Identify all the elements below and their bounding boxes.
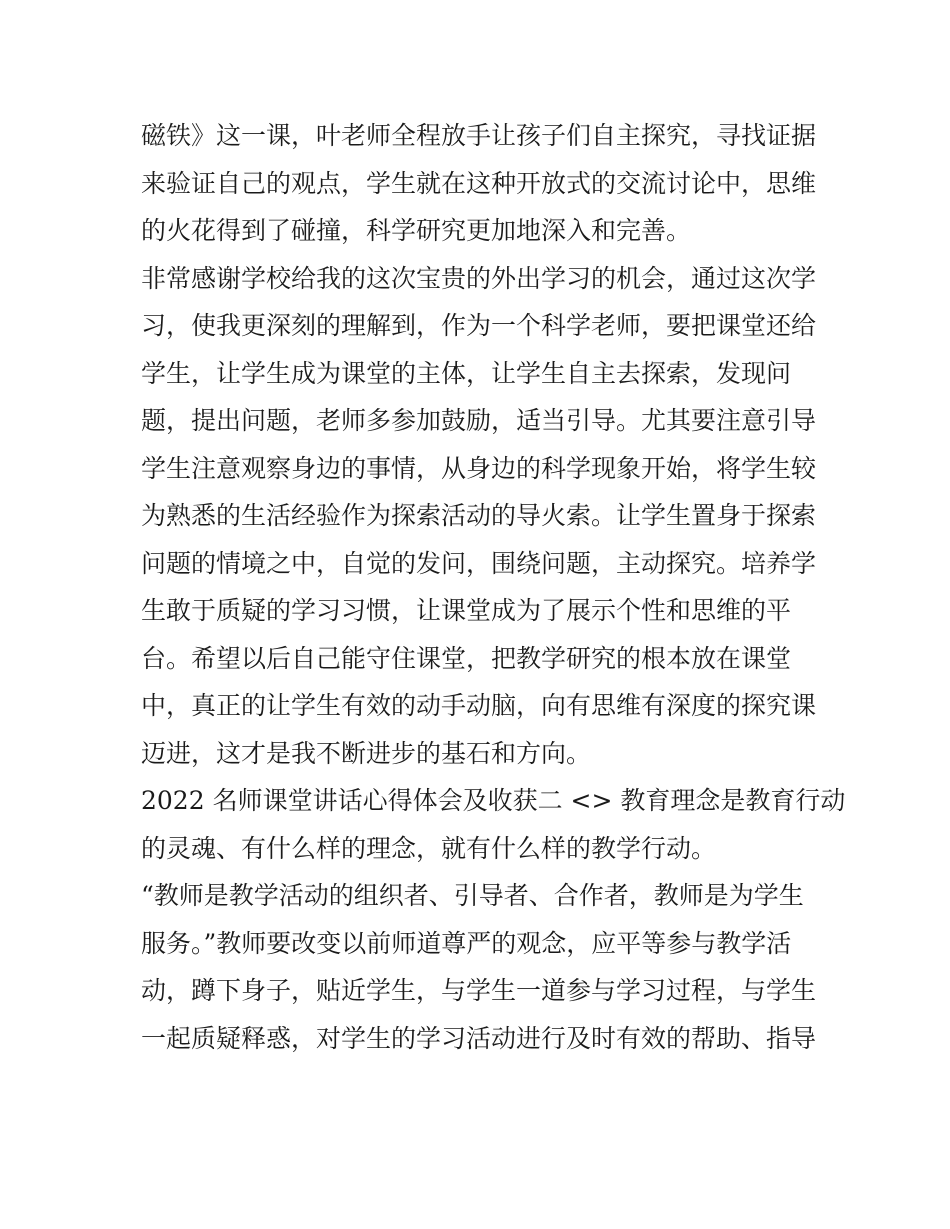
text-line-18: 服务。”教师要改变以前师道尊严的观念，应平等参与教学活 — [141, 928, 792, 958]
text-line-14: 迈进，这才是我不断进步的基石和方向。 — [141, 738, 592, 768]
text-line-4: 非常感谢学校给我的这次宝贵的外出学习的机会，通过这次学 — [141, 263, 817, 293]
text-line-11: 生敢于质疑的学习习惯，让课堂成为了展示个性和思维的平 — [141, 596, 792, 625]
text-line-15: 2022 名师课堂讲话心得体会及收获二 <> 教育理念是教育行动 — [141, 786, 846, 815]
text-line-5: 习，使我更深刻的理解到，作为一个科学老师，要把课堂还给 — [141, 311, 817, 340]
text-line-12: 台。希望以后自己能守住课堂，把教学研究的根本放在课堂 — [141, 643, 792, 673]
text-line-6: 学生，让学生成为课堂的主体，让学生自主去探索，发现问 — [141, 358, 792, 388]
text-line-1: 磁铁》这一课，叶老师全程放手让孩子们自主探究，寻找证据 — [141, 121, 817, 150]
text-line-17: “教师是教学活动的组织者、引导者、合作者，教师是为学生 — [141, 881, 804, 910]
text-line-16: 的灵魂、有什么样的理念，就有什么样的教学行动。 — [141, 833, 717, 863]
document-body — [141, 112, 846, 1062]
text-line-19: 动，蹲下身子，贴近学生，与学生一道参与学习过程，与学生 — [141, 976, 817, 1005]
text-line-9: 为熟悉的生活经验作为探索活动的导火索。让学生置身于探索 — [141, 501, 817, 530]
text-line-10: 问题的情境之中，自觉的发问，围绕问题，主动探究。培养学 — [141, 548, 817, 578]
text-line-7: 题，提出问题，老师多参加鼓励，适当引导。尤其要注意引导 — [141, 406, 817, 435]
text-line-8: 学生注意观察身边的事情，从身边的科学现象开始，将学生较 — [141, 453, 817, 483]
text-line-3: 的火花得到了碰撞，科学研究更加地深入和完善。 — [141, 216, 692, 245]
text-line-20: 一起质疑释惑，对学生的学习活动进行及时有效的帮助、指导 — [141, 1023, 817, 1053]
text-line-2: 来验证自己的观点，学生就在这种开放式的交流讨论中，思维 — [141, 168, 817, 198]
text-line-13: 中，真正的让学生有效的动手动脑，向有思维有深度的探究课 — [141, 691, 817, 720]
